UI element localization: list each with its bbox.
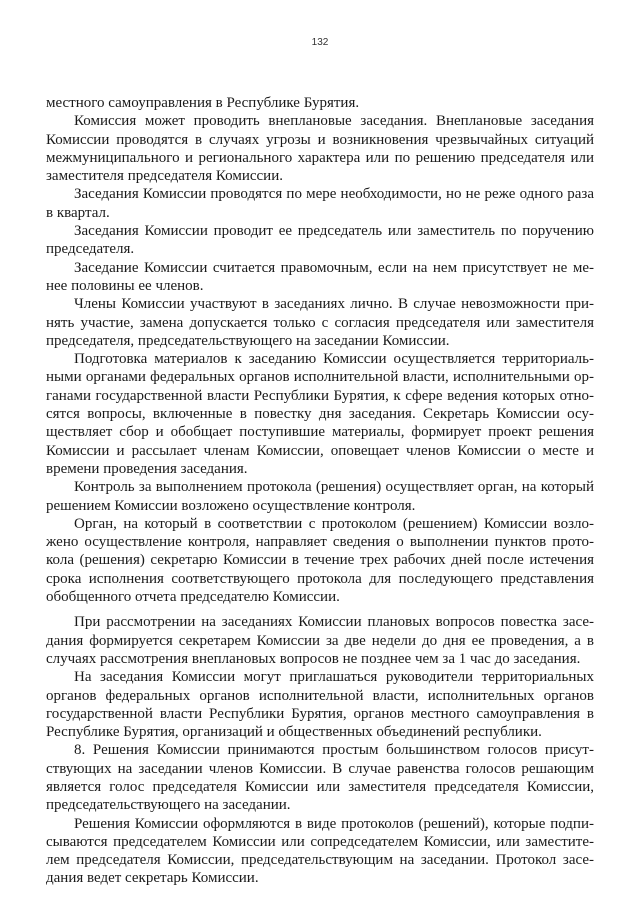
paragraph-control-reporting: Орган, на который в соответствии с протоколом (решением) Комиссии возложено осуществление контроля, направляет сведения о выполнении пунктов протокола (решения) секретарю Комиссии в течение трех рабочих дней после истечения срока исполнения соответствующего протокола для последующего представления обобщенного отчета председателю Комиссии. [46,515,594,606]
paragraph-decision-voting: 8. Решения Комиссии принимаются простым большинством голосов присутствующих на заседании членов Комиссии. В случае равенства голосов решающим является голос председателя Комиссии или заместителя председателя Комиссии, председательствующего на заседании. [46,742,594,814]
paragraph-agenda-formation: При рассмотрении на заседаниях Комиссии плановых вопросов повестка заседания формируется секретарем Комиссии за две недели до дня ее проведения, а в случаях рассмотрения внеплановых вопросов не позднее чем за 1 час до заседания. [46,614,594,667]
paragraph-invited-participants: На заседания Комиссии могут приглашаться руководители территориальных органов федеральных органов исполнительной власти, исполнительных органов государственной власти Республики Бурятия, органов местного самоуправления в Республике Бурятия, организаций и общественных объединений республики. [46,669,594,741]
paragraph-protocol-control: Контроль за выполнением протокола (решения) осуществляет орган, на который решением Комиссии возложено осуществление контроля. [46,479,594,514]
paragraph-continuation: местного самоуправления в Республике Бурятия. [46,95,360,111]
paragraph-meeting-frequency: Заседания Комиссии проводятся по мере необходимости, но не реже одного раза в квартал. [46,186,594,221]
paragraph-meeting-chair: Заседания Комиссии проводит ее председатель или заместитель по поручению председателя. [46,223,594,258]
paragraph-unscheduled-meetings: Комиссия может проводить внеплановые заседания. Внеплановые заседания Комиссии проводятся в случаях угрозы и возникновения чрезвычайных ситуаций межмуниципального и регионального характера или по решению председателя или заместителя председателя Комиссии. [46,113,594,185]
paragraph-material-preparation: Подготовка материалов к заседанию Комиссии осуществляется территориальными органами федеральных органов исполнительной власти, исполнительными органами государственной власти Республики Бурятия, к сфере ведения которых относятся вопросы, включенные в повестку дня заседания. Секретарь Комиссии осуществляет сбор и обобщает поступившие материалы, формирует проект решения Комиссии и рассылает членам Комиссии, оповещает членов Комиссии о месте и времени проведения заседания. [46,351,594,477]
paragraph-personal-participation: Члены Комиссии участвуют в заседаниях лично. В случае невозможности принять участие, замена допускается только с согласия председателя или заместителя председателя, председательствующего на заседании Комиссии. [46,296,594,349]
page-number: 132 [311,37,329,48]
document-body [46,94,594,888]
paragraph-decision-protocols: Решения Комиссии оформляются в виде протоколов (решений), которые подписываются председателем Комиссии или сопредседателем Комиссии, или заместителем председателя Комиссии, председательствующим на заседании. Протокол заседания ведет секретарь Комиссии. [46,815,594,887]
paragraph-quorum: Заседание Комиссии считается правомочным, если на нем присутствует не менее половины ее членов. [46,259,594,294]
